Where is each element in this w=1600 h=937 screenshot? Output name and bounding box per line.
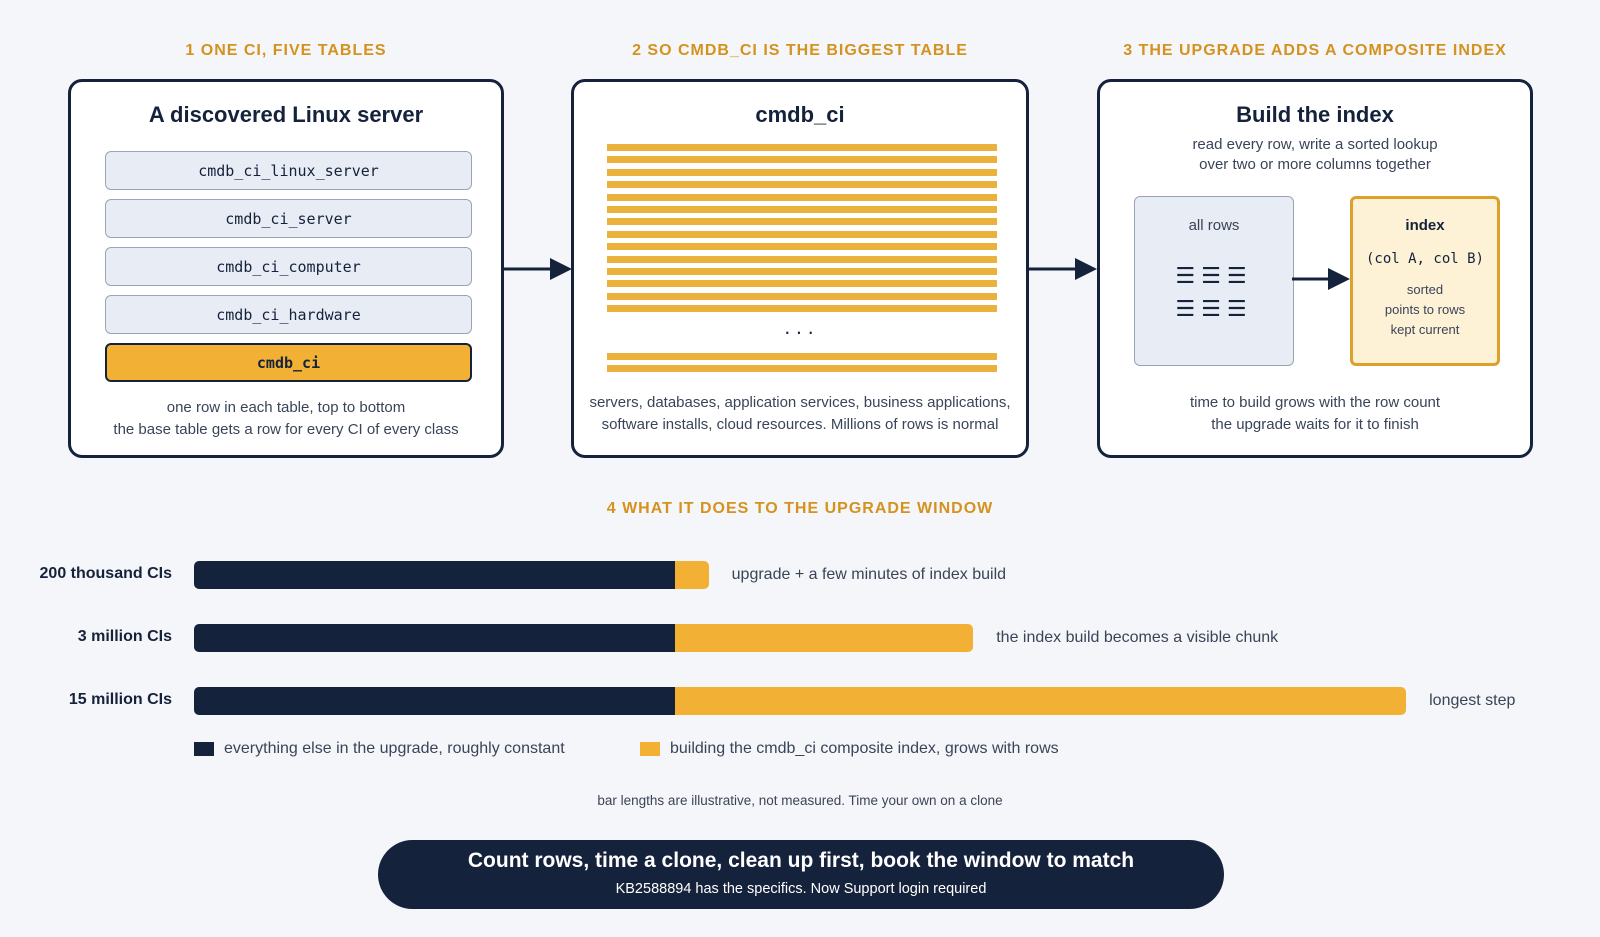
panel-3-caption-line-2: the upgrade waits for it to finish	[1211, 416, 1419, 433]
bar-row-label: 15 million CIs	[68, 691, 172, 708]
panel-1-caption-line-2: the base table gets a row for every CI of every class	[113, 421, 459, 438]
arrow-panel-1-to-2	[504, 258, 572, 280]
bar-segment-constant	[194, 687, 675, 715]
bar-annotation: the index build becomes a visible chunk	[996, 629, 1279, 646]
panel-3-sub-line-2: over two or more columns together	[1199, 156, 1431, 173]
step-1-title: 1 ONE CI, FIVE TABLES	[185, 42, 387, 59]
legend-swatch-index	[640, 742, 660, 756]
bar-segment-index	[675, 624, 973, 652]
arrow-panel-2-to-3	[1029, 258, 1097, 280]
table-box-linux-server: cmdb_ci_linux_server	[105, 151, 472, 190]
bar-segment-constant	[194, 561, 675, 589]
panel-1-caption-line-1: one row in each table, top to bottom	[166, 399, 406, 416]
legend-label-constant: everything else in the upgrade, roughly constant	[224, 740, 565, 757]
panel-1-heading: A discovered Linux server	[148, 102, 424, 127]
index-columns: (col A, col B)	[1365, 251, 1484, 267]
step-2-title: 2 SO CMDB_CI IS THE BIGGEST TABLE	[632, 42, 968, 59]
step-4-title: 4 WHAT IT DOES TO THE UPGRADE WINDOW	[606, 500, 994, 517]
panel-2-heading: cmdb_ci	[755, 102, 845, 127]
rows-lines-icon: ☰☰☰	[1175, 263, 1253, 288]
cta-title: Count rows, time a clone, clean up first, book the window to match	[467, 849, 1135, 872]
panel-3-caption-line-1: time to build grows with the row count	[1189, 394, 1441, 411]
panel-3-heading: Build the index	[1236, 102, 1394, 127]
table-box-computer: cmdb_ci_computer	[105, 247, 472, 286]
bar-annotation: longest step	[1429, 692, 1516, 709]
bar-segment-index	[675, 687, 1406, 715]
bar-segment-index	[675, 561, 709, 589]
rows-ellipsis: ...	[782, 319, 818, 338]
bar-row-label: 3 million CIs	[77, 628, 172, 645]
index-line-2: points to rows	[1384, 302, 1466, 317]
index-line-3: kept current	[1390, 322, 1460, 337]
table-box-cmdb-ci: cmdb_ci	[105, 343, 472, 382]
rows-lines-icon: ☰☰☰	[1175, 296, 1253, 321]
step-3-title: 3 THE UPGRADE ADDS A COMPOSITE INDEX	[1123, 42, 1507, 59]
all-rows-title: all rows	[1188, 217, 1240, 234]
legend-label-index: building the cmdb_ci composite index, grows with rows	[670, 740, 1059, 757]
panel-2-caption-line-2: software installs, cloud resources. Millions of rows is normal	[601, 416, 999, 433]
table-box-server: cmdb_ci_server	[105, 199, 472, 238]
chart-footnote: bar lengths are illustrative, not measured. Time your own on a clone	[597, 793, 1003, 808]
index-line-1: sorted	[1406, 282, 1444, 297]
index-title: index	[1405, 217, 1445, 234]
arrow-rows-to-index	[1292, 268, 1350, 290]
bar-segment-constant	[194, 624, 675, 652]
bar-annotation: upgrade + a few minutes of index build	[731, 566, 1007, 583]
legend-swatch-constant	[194, 742, 214, 756]
panel-2-caption-line-1: servers, databases, application services, business applications,	[589, 394, 1011, 411]
panel-3-sub-line-1: read every row, write a sorted lookup	[1192, 136, 1438, 153]
table-box-hardware: cmdb_ci_hardware	[105, 295, 472, 334]
cta-subtitle: KB2588894 has the specifics. Now Support login required	[615, 881, 987, 897]
call-to-action-banner	[378, 840, 1224, 909]
bar-row-label: 200 thousand CIs	[39, 565, 172, 582]
